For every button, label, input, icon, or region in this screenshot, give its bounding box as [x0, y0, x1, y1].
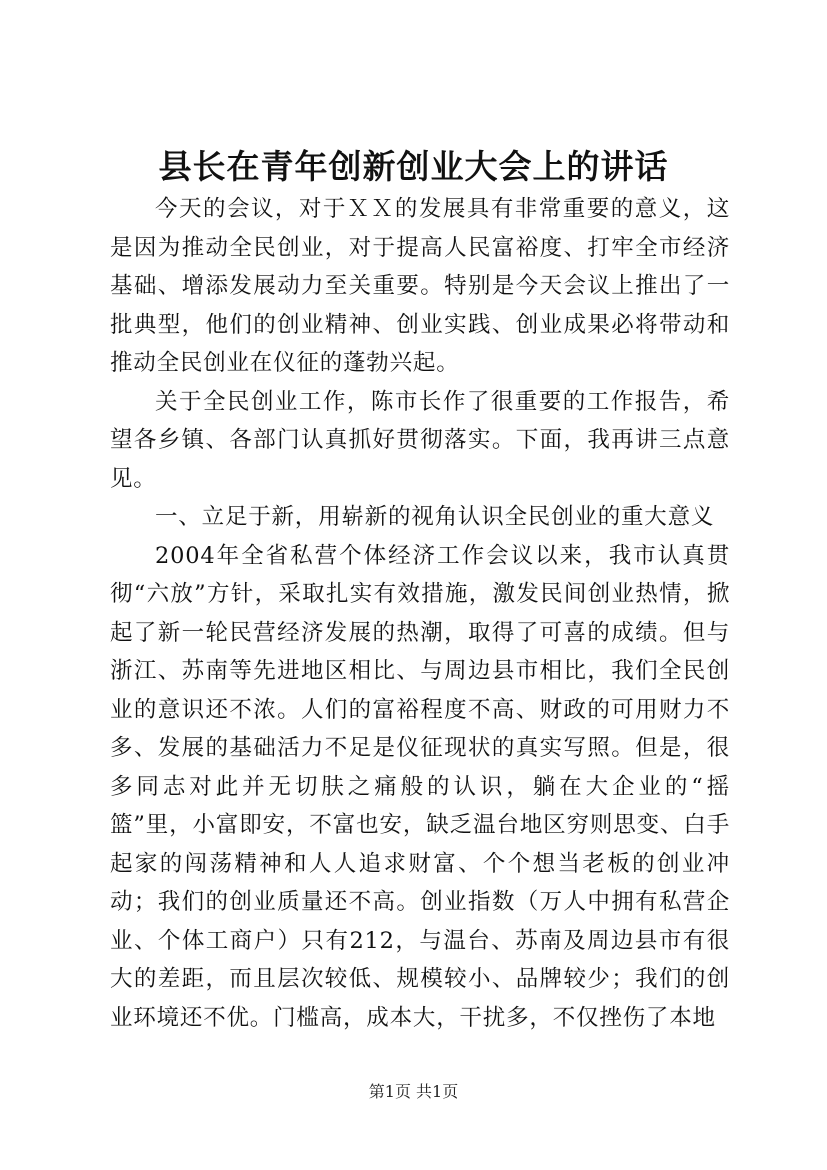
- paragraph-report: 关于全民创业工作，陈市长作了很重要的工作报告，希望各乡镇、各部门认真抓好贯彻落实。下面，我再讲三点意见。: [110, 388, 730, 492]
- page-footer: 第1页 共1页: [368, 1082, 459, 1101]
- document-title: 县长在青年创新创业大会上的讲话: [158, 147, 669, 186]
- paragraph-opening: 今天的会议，对于ＸＸ的发展具有非常重要的意义，这是因为推动全民创业，对于提高人民富裕度、打牢全市经济基础、增添发展动力至关重要。特别是今天会议上推出了一批典型，他们的创业精神、创业实践、创业成果必将带动和推动全民创业在仪征的蓬勃兴起。: [110, 196, 730, 376]
- section-heading-one: 一、立足于新，用崭新的视角认识全民创业的重大意义: [155, 504, 715, 530]
- paragraph-section-one: 2004年全省私营个体经济工作会议以来，我市认真贯彻“六放”方针，采取扎实有效措施，激发民间创业热情，掀起了新一轮民营经济发展的热潮，取得了可喜的成绩。但与浙江、苏南等先进地区相比、与周边县市相比，我们全民创业的意识还不浓。人们的富裕程度不高、财政的可用财力不多、发展的基础活力不足是仪征现状的真实写照。但是，很多同志对此并无切肤之痛般的认识，躺在大企业的“摇篮”里，小富即安，不富也安，缺乏温台地区穷则思变、白手起家的闯荡精神和人人追求财富、个个想当老板的创业冲动；我们的创业质量还不高。创业指数（万人中拥有私营企业、个体工商户）只有212，与温台、苏南及周边县市有很大的差距，而且层次较低、规模较小、品牌较少；我们的创业环境还不优。门槛高，成本大，干扰多，不仅挫伤了本地: [110, 542, 730, 1031]
- document-body: [110, 190, 730, 1037]
